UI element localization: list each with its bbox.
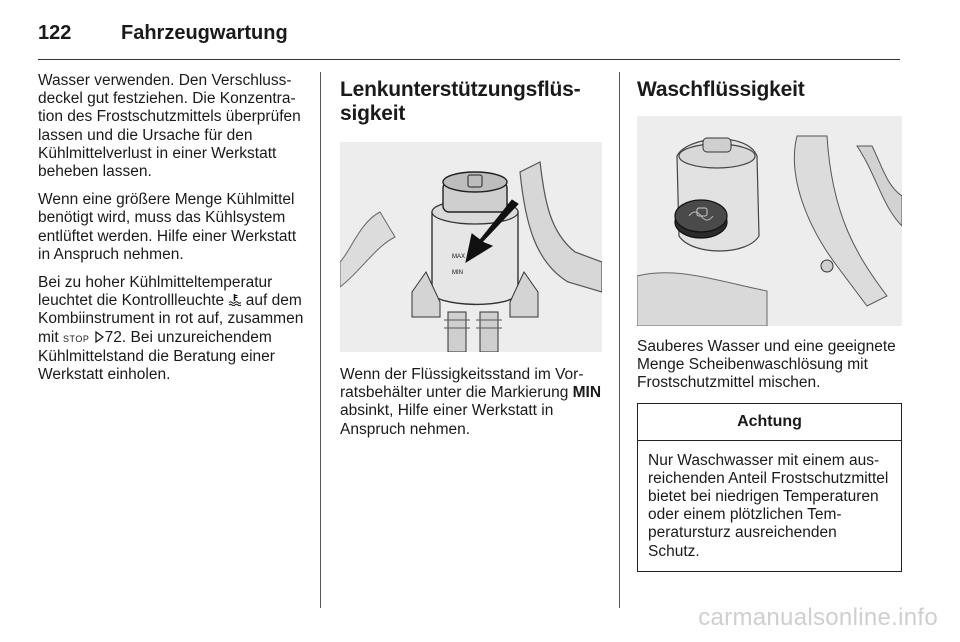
watermark: carmanualsonline.info [698, 604, 938, 631]
section-heading-steering-fluid: Lenkunterstützungsflüssigkeit [340, 78, 581, 125]
section-heading-washer-fluid: Waschflüssigkeit [637, 78, 805, 101]
page-header [38, 18, 900, 62]
washer-fluid-reservoir-illustration [637, 116, 902, 326]
min-marking: MIN [452, 270, 463, 276]
coolant-temperature-icon [228, 293, 241, 306]
column-3 [637, 72, 902, 572]
paragraph-washer-fluid: Sauberes Wasser und eine geeignete Menge Scheibenwaschlösung mit Frostschutzmittel mischen. [637, 338, 896, 392]
chapter-title: Fahrzeugwartung [121, 22, 288, 44]
paragraph: Wenn eine größere Menge Kühlmittel benötigt wird, muss das Kühlsystem entlüftet werden. Hilfe einer Werkstatt in Anspruch nehmen. [38, 191, 297, 263]
paragraph: Wasser verwenden. Den Verschlussdeckel gut festziehen. Die Konzentration des Frostschutzmittels überprüfen lassen und die Ursache für den Kühlmittelverlust in einer Werkstatt beheben lassen. [38, 72, 301, 181]
column-divider-1 [320, 72, 321, 608]
stop-symbol: STOP [62, 333, 90, 344]
text: Wenn der Flüssigkeitsstand im Vorratsbehälter unter die Markierung [340, 366, 584, 402]
page-reference-arrow-icon [94, 331, 105, 343]
caution-box [637, 403, 902, 572]
page-number: 122 [38, 22, 72, 44]
text: auf dem Kombiinstrument in rot auf, zusammen mit [38, 292, 304, 346]
column-divider-2 [619, 72, 620, 608]
text: . Bei unzureichendem Kühlmittelstand die Beratung einer Werkstatt einholen. [38, 328, 275, 384]
reservoir-drawing [340, 142, 602, 352]
column-2 [340, 72, 602, 449]
paragraph-steering-fluid [340, 366, 602, 439]
column-1 [38, 72, 304, 394]
header-rule [38, 59, 900, 60]
steering-fluid-reservoir-illustration [340, 142, 602, 352]
max-marking: MAX [452, 254, 466, 260]
paragraph-warning-light [38, 274, 304, 384]
caution-title: Achtung [638, 404, 901, 441]
min-marking-label: MIN [572, 384, 602, 402]
page-reference[interactable]: 72 [104, 328, 122, 346]
caution-text: Nur Waschwasser mit einem ausreichenden Anteil Frostschutzmittel bietet bei niedrigen Temperaturen oder einem plötzlichen Temperatursturz ausreichenden Schutz. [648, 451, 889, 560]
washer-drawing [637, 116, 902, 326]
text: Bei zu hoher Kühlmitteltemperatur leuchtet die Kontrollleuchte [38, 274, 273, 310]
text: absinkt, Hilfe einer Werkstatt in Anspruch nehmen. [340, 402, 554, 438]
